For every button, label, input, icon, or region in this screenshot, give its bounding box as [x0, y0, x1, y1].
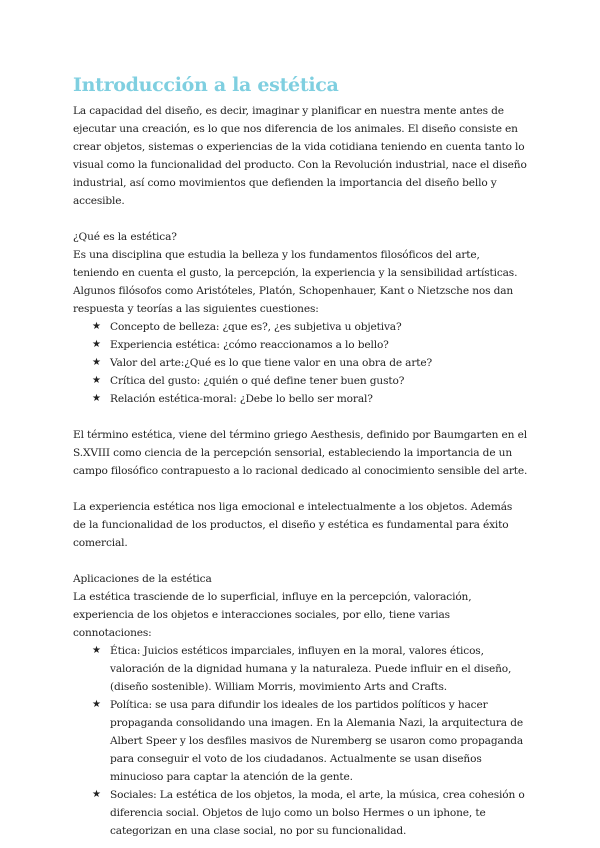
list-item: ★ Política: se usa para difundir los ideales de los partidos políticos y hacer propaganda consolidando una imagen. En la Alemania Nazi, la arquitectura de Albert Speer y los desfiles masivos de Nuremberg se usaron como propaganda para conseguir el voto de los ciudadanos. Actualmente se usan diseños minucioso para captar la atención de la gente. — [92, 696, 528, 786]
list-item: ★ Valor del arte:¿Qué es lo que tiene valor en una obra de arte? — [92, 354, 528, 372]
connotations-list — [73, 642, 528, 840]
list-item: ★ Relación estética-moral: ¿Debe lo bello ser moral? — [92, 390, 528, 408]
spacer — [73, 552, 528, 570]
experiencia-paragraph: La experiencia estética nos liga emocional e intelectualmente a los objetos. Además de la funcionalidad de los productos, el diseño y estética es fundamental para éxito comercial. — [73, 501, 513, 549]
spacer — [73, 210, 528, 228]
intro-paragraph: La capacidad del diseño, es decir, imaginar y planificar en nuestra mente antes de ejecutar una creación, es lo que nos diferencia de los animales. El diseño consiste en crear objetos, sistemas o experiencias de la vida cotidiana teniendo en cuenta tanto lo visual como la funcionalidad del producto. Con la Revolución industrial, nace el diseño industrial, así como movimientos que defienden la importancia del diseño bello y accesible. — [73, 105, 527, 207]
list-item: ★ Ética: Juicios estéticos imparciales, influyen en la moral, valores éticos, valoración de la dignidad humana y la naturaleza. Puede influir en el diseño, (diseño sostenible). William Morris, movimiento Arts and Crafts. — [92, 642, 528, 696]
spacer — [73, 480, 528, 498]
star-icon: ★ — [92, 357, 101, 368]
aplicaciones-paragraph: La estética trasciende de lo superficial, influye en la percepción, valoración, experiencia de los objetos e interacciones sociales, por ello, tiene varias connotaciones: — [73, 591, 472, 639]
star-icon: ★ — [92, 645, 101, 656]
list-item: ★ Sociales: La estética de los objetos, la moda, el arte, la música, crea cohesión o diferencia social. Objetos de lujo como un bolso Hermes o un iphone, te categorizan en una clase social, no por su funcionalidad. — [92, 786, 528, 840]
que-es-paragraph: Es una disciplina que estudia la belleza y los fundamentos filosóficos del arte, teniendo en cuenta el gusto, la percepción, la experiencia y la sensibilidad artísticas. Algunos filósofos como Aristóteles, Platón, Schopenhauer, Kant o Nietzsche nos dan respuesta y teorías a las siguientes cuestiones: — [73, 249, 518, 315]
star-icon: ★ — [92, 393, 101, 404]
page-title: Introducción a la estética — [73, 74, 339, 96]
section-heading-aplicaciones: Aplicaciones de la estética — [73, 573, 212, 585]
star-icon: ★ — [92, 321, 101, 332]
list-item: ★ Experiencia estética: ¿cómo reaccionamos a lo bello? — [92, 336, 528, 354]
star-icon: ★ — [92, 375, 101, 386]
spacer — [73, 408, 528, 426]
termino-paragraph: El término estética, viene del término griego Aesthesis, definido por Baumgarten en el S.XVIII como ciencia de la percepción sensorial, estableciendo la importancia de un campo filosófico contrapuesto a lo racional dedicado al conocimiento sensible del arte. — [73, 429, 528, 477]
list-item: ★ Concepto de belleza: ¿que es?, ¿es subjetiva u objetiva? — [92, 318, 528, 336]
star-icon: ★ — [92, 699, 101, 710]
list-item: ★ Crítica del gusto: ¿quién o qué define tener buen gusto? — [92, 372, 528, 390]
questions-list — [73, 318, 528, 408]
section-heading-que-es: ¿Qué es la estética? — [73, 231, 177, 243]
star-icon: ★ — [92, 789, 101, 800]
star-icon: ★ — [92, 339, 101, 350]
